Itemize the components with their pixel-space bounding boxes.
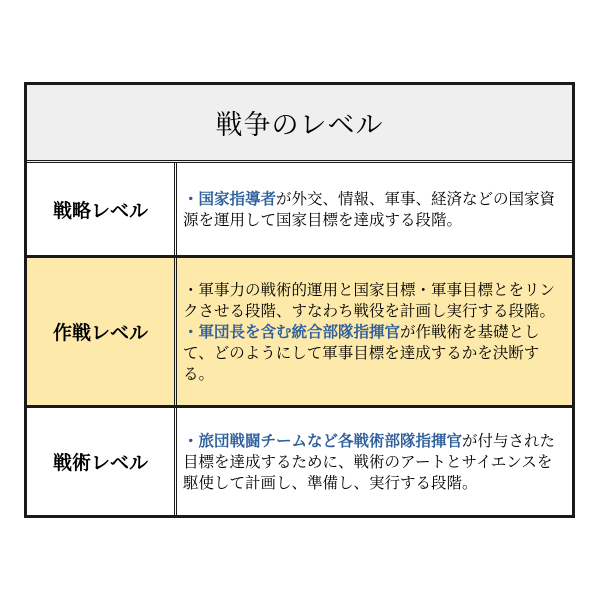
row-label: 戦略レベル bbox=[52, 199, 148, 222]
description-text: が作戦術を基礎として、どのようにして軍事目標を達成するかを決断する。 bbox=[183, 323, 540, 383]
table-row-tactical bbox=[27, 405, 572, 515]
highlighted-actor: ・軍団長を含む統合部隊指揮官 bbox=[183, 323, 401, 341]
row-label-cell bbox=[27, 408, 177, 515]
description-paragraph bbox=[183, 280, 566, 322]
highlighted-actor: ・旅団戦闘チームなど各戦術部隊指揮官 bbox=[183, 432, 463, 450]
description-paragraph bbox=[183, 322, 566, 385]
description-paragraph bbox=[183, 431, 566, 494]
table-title-row bbox=[27, 85, 572, 163]
table-title: 戦争のレベル bbox=[215, 110, 384, 141]
description-text: が付与された目標を達成するために、戦術のアートとサイエンスを駆使して計画し、準備し、実行する段階。 bbox=[183, 432, 556, 492]
row-description bbox=[177, 163, 572, 255]
description-text: ・軍事力の戦術的運用と国家目標・軍事目標とをリンクさせる段階、すなわち戦役を計画し実行する段階。 bbox=[183, 281, 556, 320]
table-row-strategic bbox=[27, 163, 572, 255]
table-row-operational bbox=[27, 255, 572, 405]
row-label-cell bbox=[27, 258, 177, 405]
description-paragraph bbox=[183, 189, 566, 231]
row-description bbox=[177, 408, 572, 515]
row-description bbox=[177, 258, 572, 405]
description-text: が外交、情報、軍事、経済などの国家資源を運用して国家目標を達成する段階。 bbox=[183, 190, 556, 229]
row-label: 作戦レベル bbox=[52, 322, 148, 344]
highlighted-actor: ・国家指導者 bbox=[183, 190, 277, 208]
row-label-cell bbox=[27, 163, 177, 255]
row-label: 戦術レベル bbox=[52, 452, 148, 474]
levels-of-war-table bbox=[24, 82, 575, 518]
